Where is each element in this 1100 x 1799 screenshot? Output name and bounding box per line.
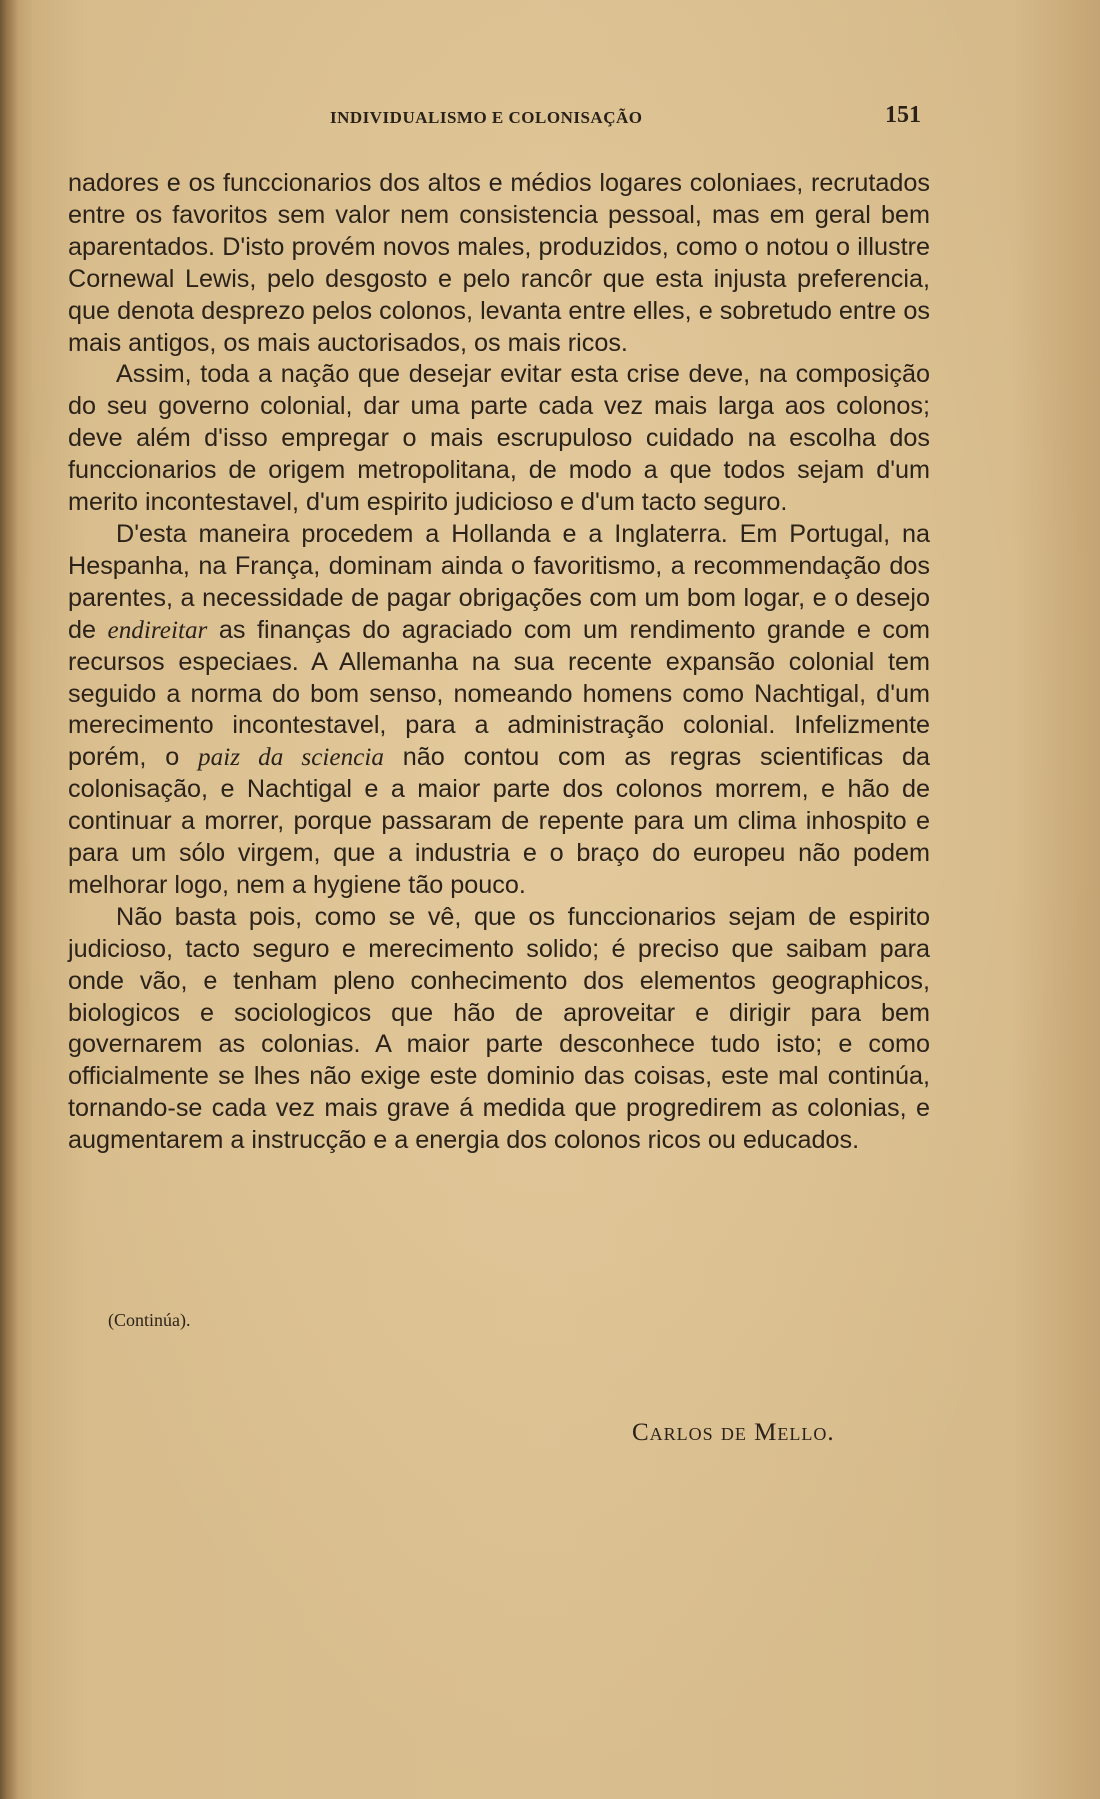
paragraph: Assim, toda a nação que desejar evitar esta crise deve, na composição do seu governo colonial, dar uma parte cada vez mais larga aos colonos; deve além d'isso empregar o mais escrupuloso cuidado na escolha dos funccionarios de origem metropolitana, de modo a que todos sejam d'um merito incontestavel, d'um espirito judicioso e d'um tacto seguro. (68, 360, 930, 517)
body-text (68, 168, 930, 1157)
author-signature: Carlos de Mello. (632, 1419, 835, 1446)
paragraph: Não basta pois, como se vê, que os funccionarios sejam de espirito judicioso, tacto seguro e merecimento solido; é preciso que saibam para onde vão, e tenham pleno conhecimento dos elementos geographicos, biologicos e sociologicos que hão de aproveitar e dirigir para bem governarem as colonias. A maior parte desconhece tudo isto; e como officialmente se lhes não exige este dominio das coisas, este mal continúa, tornando-se cada vez mais grave á medida que progredirem as colonias, e augmentarem a instrucção e a energia dos colonos ricos ou educados. (68, 902, 930, 1155)
paragraph-text: D'esta maneira procedem a Hollanda e a Inglaterra. Em Portugal, na Hespanha, na França, dominam ainda o favoritismo, a recommendação dos parentes, a necessidade de pagar obrigações com um bom logar, e o desejo de (68, 519, 930, 644)
page-binding-edge (0, 0, 18, 1799)
paragraph-text: não contou com as regras scientificas da colonisação, e Nachtigal e a maior parte dos colonos morrem, e hão de continuar a morrer, porque passaram de repente para um clima inhospito e para um sólo virgem, que a industria e o braço do europeu não podem melhorar logo, nem a hygiene tão pouco. (68, 743, 931, 899)
paragraph (68, 519, 930, 902)
italic-term: endireitar (107, 616, 208, 644)
continued-note: (Continúa). (108, 1310, 191, 1330)
running-title: INDIVIDUALISMO E COLONISAÇÃO (330, 108, 643, 127)
paragraph: nadores e os funccionarios dos altos e médios logares coloniaes, recrutados entre os favoritos sem valor nem consistencia pessoal, mas em geral bem aparentados. D'isto provém novos males, produzidos, como o notou o illustre Cornewal Lewis, pelo desgosto e pelo rancôr que esta injusta preferencia, que denota desprezo pelos colonos, levanta entre elles, e sobretudo entre os mais antigos, os mais auctorisados, os mais ricos. (68, 169, 930, 357)
italic-term: paiz da sciencia (198, 744, 384, 772)
paragraph-text: as finanças do agraciado com um rendimento grande e com recursos especiaes. A Allemanha na sua recente expansão colonial tem seguido a norma do bom senso, nomeando homens como Nachtigal, d'um merecimento incontestavel, para a administração colonial. Infelizmente porém, o (68, 615, 930, 772)
page-header (0, 102, 1100, 138)
page-number: 151 (885, 102, 921, 128)
